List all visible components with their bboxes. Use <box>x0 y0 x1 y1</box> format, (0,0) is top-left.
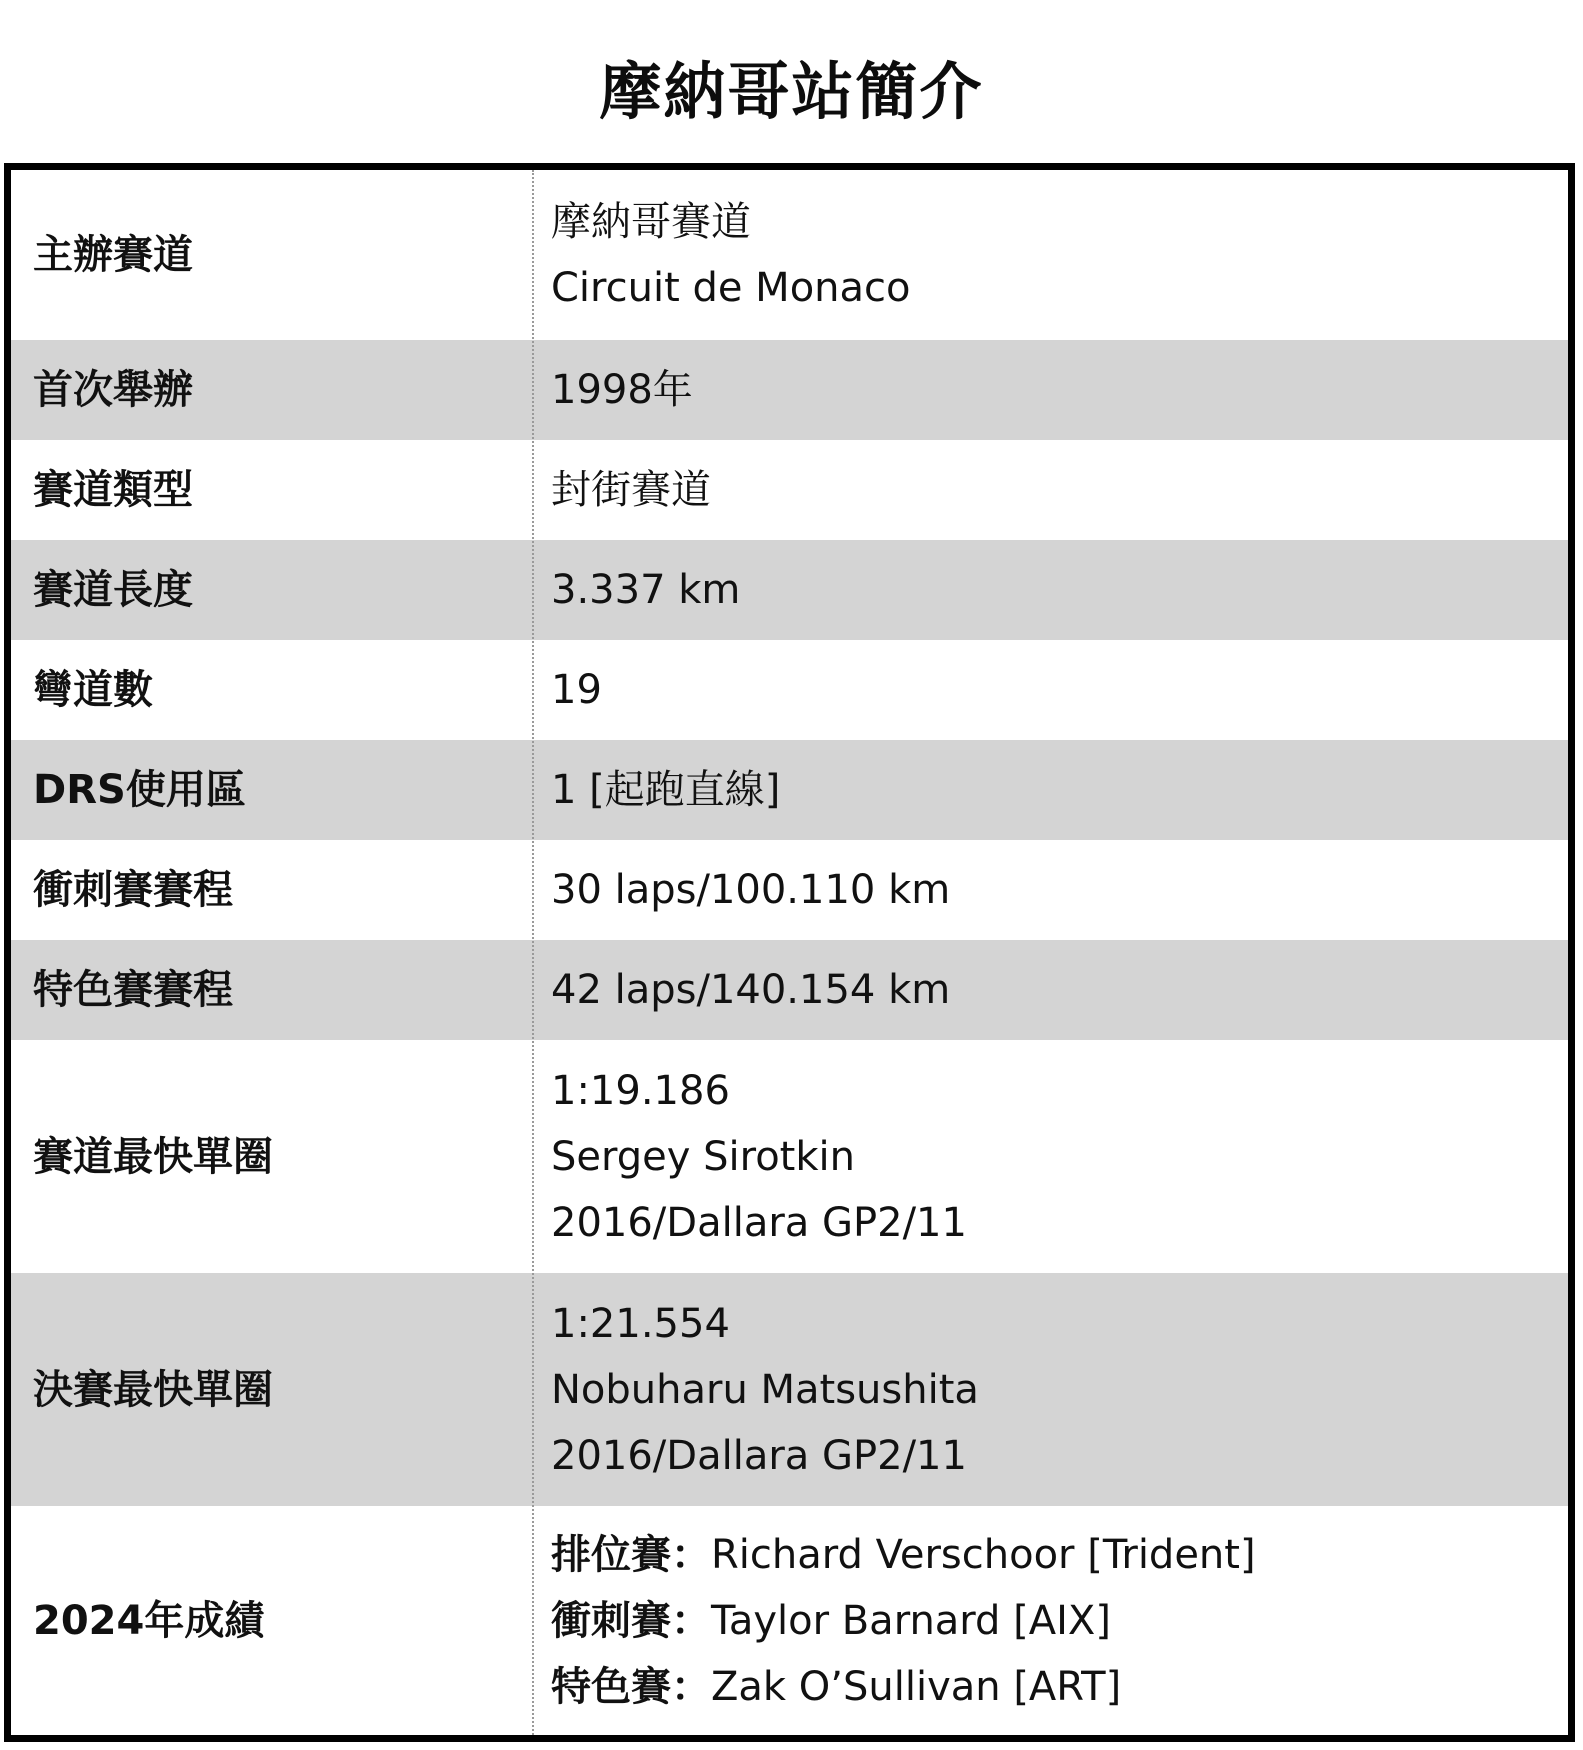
row-value <box>533 557 1568 623</box>
table-row-drs <box>11 740 1568 840</box>
value-line: 封街賽道 <box>551 467 711 513</box>
row-value <box>533 1522 1568 1720</box>
row-value <box>533 1058 1568 1256</box>
table-row-first-held <box>11 340 1568 440</box>
row-label: 賽道長度 <box>33 567 193 613</box>
result-winner: Richard Verschoor [Trident] <box>711 1531 1256 1578</box>
table-row-length <box>11 540 1568 640</box>
value-line: 摩納哥賽道 <box>551 199 751 245</box>
row-value <box>533 657 1568 723</box>
value-line: Nobuharu Matsushita <box>551 1366 979 1413</box>
table-row-circuit-type <box>11 440 1568 540</box>
table-row-2024-results <box>11 1506 1568 1735</box>
result-winner: Taylor Barnard [AIX] <box>711 1597 1111 1644</box>
value-line: 1:21.554 <box>551 1300 730 1347</box>
row-label: 賽道最快單圈 <box>33 1133 273 1180</box>
table-row-feature-distance <box>11 940 1568 1040</box>
value-line: Circuit de Monaco <box>551 265 911 311</box>
info-table <box>4 163 1575 1742</box>
row-value <box>533 957 1568 1023</box>
value-line: 19 <box>551 667 602 713</box>
value-line: 30 laps/100.110 km <box>551 867 951 913</box>
result-session-label: 排位賽： <box>551 1531 711 1578</box>
result-session-label: 特色賽： <box>551 1663 711 1710</box>
row-value <box>533 1291 1568 1489</box>
value-line: 42 laps/140.154 km <box>551 967 951 1013</box>
row-label: 決賽最快單圈 <box>33 1366 273 1413</box>
value-line: 2016/Dallara GP2/11 <box>551 1432 967 1479</box>
result-line <box>551 1522 1568 1588</box>
row-label: 衝刺賽賽程 <box>33 867 233 913</box>
table-row-race-fastest-lap <box>11 1273 1568 1506</box>
table-row-sprint-distance <box>11 840 1568 940</box>
result-session-label: 衝刺賽： <box>551 1597 711 1644</box>
row-value <box>533 857 1568 923</box>
row-value <box>533 457 1568 523</box>
row-label: 主辦賽道 <box>33 232 193 278</box>
result-line <box>551 1588 1568 1654</box>
column-divider <box>532 170 534 1735</box>
row-label: 特色賽賽程 <box>33 967 233 1013</box>
value-line: 1:19.186 <box>551 1067 730 1114</box>
row-label: 彎道數 <box>33 667 153 713</box>
value-line: 1 [起跑直線] <box>551 767 781 813</box>
value-line: 2016/Dallara GP2/11 <box>551 1199 967 1246</box>
row-value <box>533 189 1568 321</box>
row-label: 首次舉辦 <box>33 367 193 413</box>
value-line: Sergey Sirotkin <box>551 1133 855 1180</box>
value-line: 3.337 km <box>551 567 741 613</box>
row-value <box>533 357 1568 423</box>
result-line <box>551 1654 1568 1720</box>
table-row-corners <box>11 640 1568 740</box>
row-label: 2024年成績 <box>33 1597 265 1644</box>
value-line: 1998年 <box>551 367 693 413</box>
row-label: 賽道類型 <box>33 467 193 513</box>
table-row-lap-record <box>11 1040 1568 1273</box>
row-value <box>533 757 1568 823</box>
page-title: 摩納哥站簡介 <box>599 55 984 128</box>
row-label: DRS使用區 <box>33 767 246 813</box>
table-row-venue <box>11 170 1568 340</box>
result-winner: Zak O’Sullivan [ART] <box>711 1663 1122 1710</box>
